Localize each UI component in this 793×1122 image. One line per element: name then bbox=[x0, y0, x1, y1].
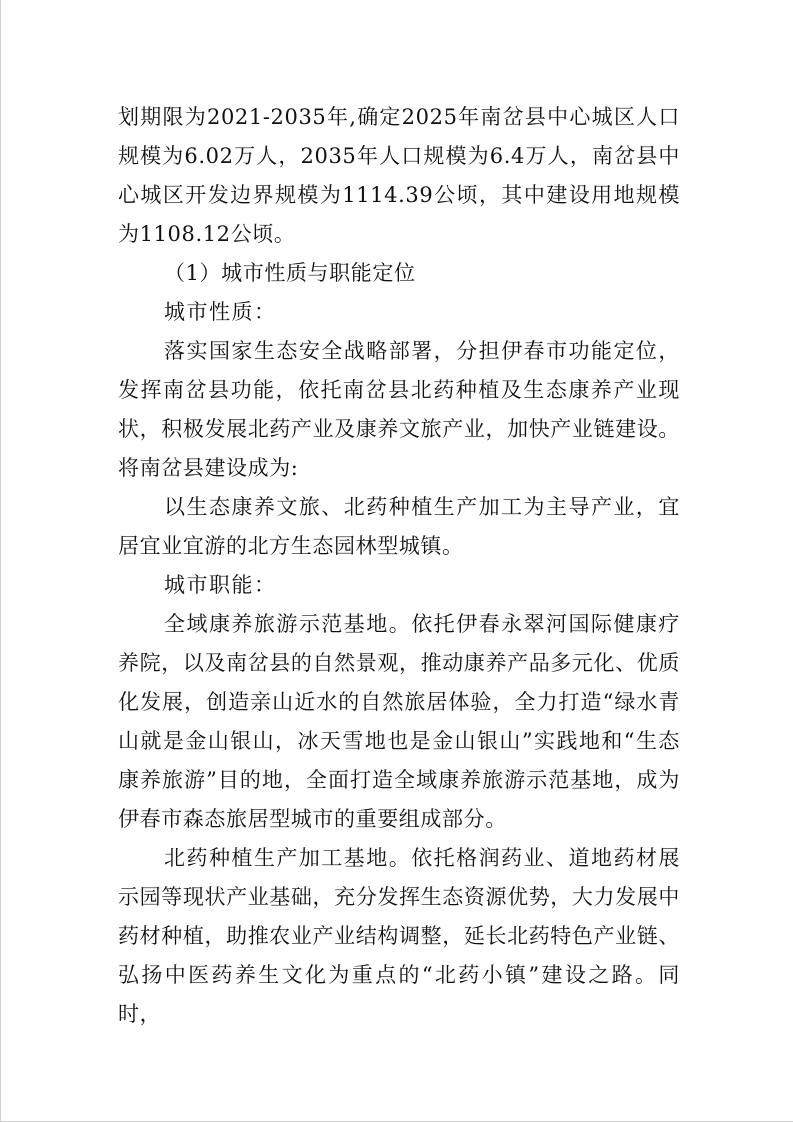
paragraph-herb-processing-base: 北药种植生产加工基地。依托格润药业、道地药材展示园等现状产业基础，充分发挥生态资源优势，大力发展中药材种植，助推农业产业结构调整，延长北药特色产业链、弘扬中医药养生文化为重点的“北药小镇”建设之路。同时， bbox=[118, 846, 680, 1026]
section-heading-city-nature-function: （1）城市性质与职能定位 bbox=[164, 261, 416, 285]
subheading-city-functions: 城市职能： bbox=[164, 573, 277, 597]
subheading-city-nature: 城市性质： bbox=[164, 300, 277, 324]
document-body bbox=[118, 98, 680, 1034]
paragraph-city-positioning: 以生态康养文旅、北药种植生产加工为主导产业，宜居宜业宜游的北方生态园林型城镇。 bbox=[118, 495, 680, 558]
paragraph-wellness-tourism-base: 全域康养旅游示范基地。依托伊春永翠河国际健康疗养院，以及南岔县的自然景观，推动康养产品多元化、优质化发展，创造亲山近水的自然旅居体验，全力打造“绿水青山就是金山银山，冰天雪地也是金山银山”实践地和“生态康养旅游”目的地，全面打造全域康养旅游示范基地，成为伊春市森态旅居型城市的重要组成部分。 bbox=[118, 612, 680, 831]
paragraph-planning-period: 划期限为2021-2035年,确定2025年南岔县中心城区人口规模为6.02万人，2035年人口规模为6.4万人，南岔县中心城区开发边界规模为1114.39公顷，其中建设用地规模为1108.12公顷。 bbox=[118, 105, 680, 246]
paragraph-strategy: 落实国家生态安全战略部署，分担伊春市功能定位，发挥南岔县功能，依托南岔县北药种植及生态康养产业现状，积极发展北药产业及康养文旅产业，加快产业链建设。将南岔县建设成为: bbox=[118, 339, 680, 480]
